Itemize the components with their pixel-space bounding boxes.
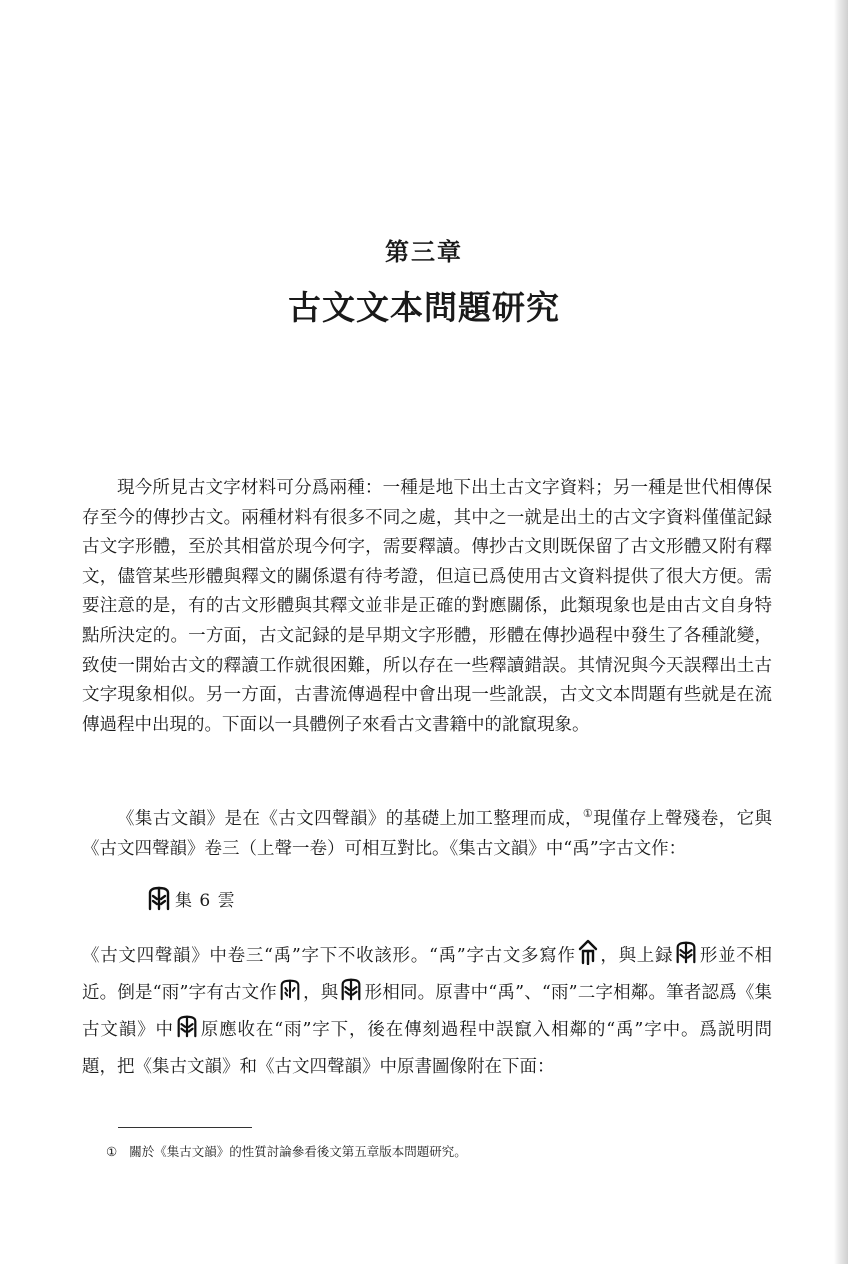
footnote-reference[interactable]: ① bbox=[582, 807, 594, 820]
ancient-yu-glyph-icon bbox=[175, 1013, 199, 1039]
footnote-text: 關於《集古文韻》的性質討論參看後文第五章版本問題研究。 bbox=[129, 1144, 467, 1159]
ancient-yu-glyph-icon bbox=[146, 885, 172, 911]
glyph-citation bbox=[145, 885, 236, 911]
footnote-divider bbox=[118, 1127, 252, 1128]
paragraph-3-text-d: ，與 bbox=[302, 983, 339, 1003]
paragraph-3-text-c: 形並不相近。倒是“雨”字有古文作 bbox=[82, 946, 772, 1003]
paragraph-3-text-a: 《古文四聲韻》中卷三“禹”字下不收該形。“禹”字古文多寫作 bbox=[82, 946, 576, 966]
ancient-yu-rain-glyph-icon bbox=[278, 976, 302, 1002]
paragraph-3-text-b: ，與上録 bbox=[599, 946, 674, 966]
footnote-mark: ① bbox=[106, 1144, 118, 1159]
ancient-yu-glyph-icon bbox=[674, 939, 698, 965]
chapter-title: 古文文本問題研究 bbox=[288, 288, 560, 327]
footnote bbox=[106, 1142, 467, 1160]
paragraph-2-text-a: 《集古文韻》是在《古文四聲韻》的基礎上加工整理而成， bbox=[117, 809, 583, 829]
paragraph-1: 現今所見古文字材料可分爲兩種：一種是地下出土古文字資料；另一種是世代相傳保存至今的傳抄古文。兩種材料有很多不同之處，其中之一就是出土的古文字資料僅僅記録古文字形體，至於其相當於現今何字，需要釋讀。傳抄古文則既保留了古文形體又附有釋文，儘管某些形體與釋文的關係還有待考證，但這已爲使用古文資料提供了很大方便。需要注意的是，有的古文形體與其釋文並非是正確的對應關係，此類現象也是由古文自身特點所決定的。一方面，古文記録的是早期文字形體，形體在傳抄過程中發生了各種訛變，致使一開始古文的釋讀工作就很困難，所以存在一些釋讀錯誤。其情況與今天誤釋出土古文字現象相似。另一方面，古書流傳過程中會出現一些訛誤，古文文本問題有些就是在流傳過程中出現的。下面以一具體例子來看古文書籍中的訛竄現象。 bbox=[82, 478, 772, 735]
ancient-yu-variant-glyph-icon bbox=[577, 939, 599, 965]
paragraph-2-text-b: 現僅存上聲殘卷，它與《古文四聲韻》卷三（上聲一卷）可相互對比。《集古文韻》中“禹”字古文作： bbox=[82, 809, 772, 859]
paragraph-3-text-f: 原應收在“雨”字下，後在傳刻過程中誤竄入相鄰的“禹”字中。爲説明問題，把《集古文韻》和《古文四聲韻》中原書圖像附在下面： bbox=[82, 1020, 772, 1077]
chapter-number: 第三章 bbox=[385, 238, 463, 266]
paragraph-3 bbox=[82, 938, 772, 1086]
ancient-yu-glyph-icon bbox=[339, 976, 363, 1002]
paragraph-3-text-e: 形相同。原書中“禹”、“雨”二字相鄰。筆者認爲《集古文韻》中 bbox=[82, 983, 772, 1040]
page-edge-shadow bbox=[834, 0, 848, 1264]
paragraph-2 bbox=[82, 799, 772, 864]
glyph-source-label: 集 6 雲 bbox=[175, 891, 236, 911]
